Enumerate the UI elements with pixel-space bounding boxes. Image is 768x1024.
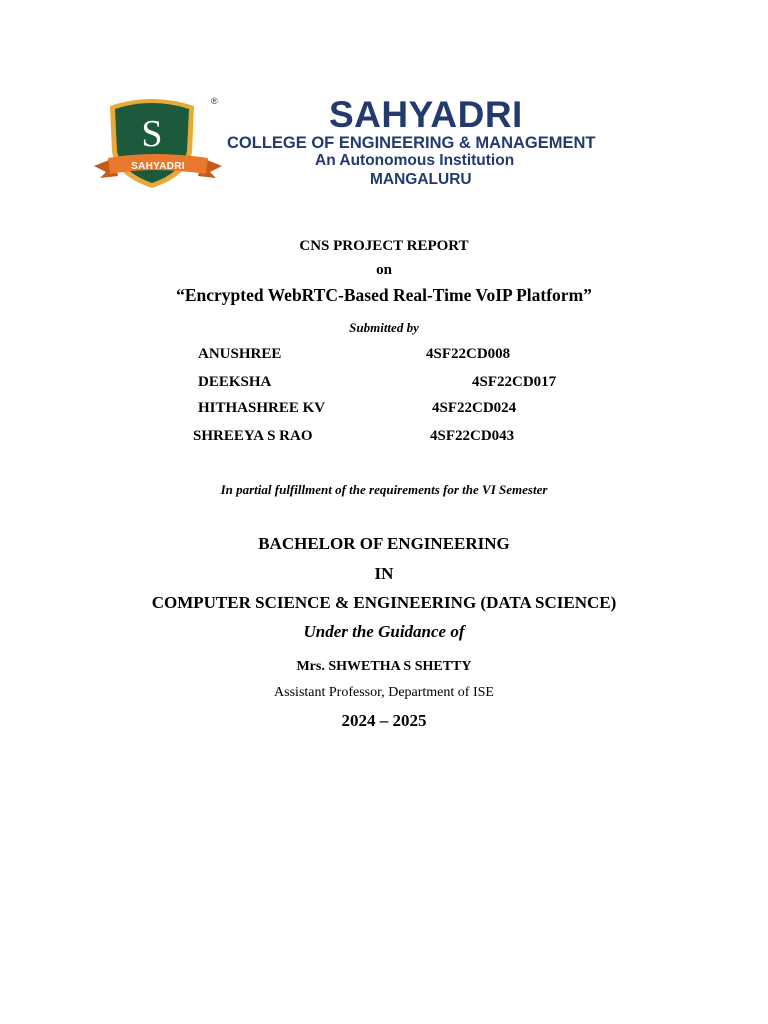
member-name: HITHASHREE KV <box>198 400 326 416</box>
degree-branch: COMPUTER SCIENCE & ENGINEERING (DATA SCIENCE) <box>151 593 617 612</box>
institution-college-line: COLLEGE OF ENGINEERING & MANAGEMENT <box>227 134 596 152</box>
guide-designation: Assistant Professor, Department of ISE <box>274 685 494 700</box>
submitted-by-label: Submitted by <box>349 320 419 335</box>
institution-city-line: MANGALURU <box>370 171 472 188</box>
project-title: “Encrypted WebRTC-Based Real-Time VoIP Platform” <box>176 285 592 305</box>
academic-year: 2024 – 2025 <box>341 711 427 730</box>
degree-connector: IN <box>374 564 394 583</box>
shield-emblem-icon <box>92 94 224 192</box>
institution-autonomous-line: An Autonomous Institution <box>315 152 515 169</box>
registered-mark: ® <box>211 96 218 106</box>
report-connector: on <box>376 262 392 278</box>
member-name: SHREEYA S RAO <box>193 428 313 444</box>
degree-name: BACHELOR OF ENGINEERING <box>258 534 510 553</box>
emblem-banner: SAHYADRI <box>131 161 185 172</box>
emblem-letter: S <box>141 113 163 155</box>
member-usn: 4SF22CD008 <box>426 346 511 362</box>
member-usn: 4SF22CD017 <box>472 374 557 390</box>
member-name: DEEKSHA <box>198 374 272 390</box>
guidance-label: Under the Guidance of <box>303 622 465 641</box>
member-usn: 4SF22CD024 <box>432 400 517 416</box>
report-type: CNS PROJECT REPORT <box>299 238 469 254</box>
member-name: ANUSHREE <box>198 346 282 362</box>
fulfillment-statement: In partial fulfillment of the requirements for the VI Semester <box>220 482 548 497</box>
institution-logo <box>92 94 637 194</box>
guide-name: Mrs. SHWETHA S SHETTY <box>296 659 472 674</box>
institution-name: SAHYADRI <box>329 94 523 135</box>
member-usn: 4SF22CD043 <box>430 428 515 444</box>
